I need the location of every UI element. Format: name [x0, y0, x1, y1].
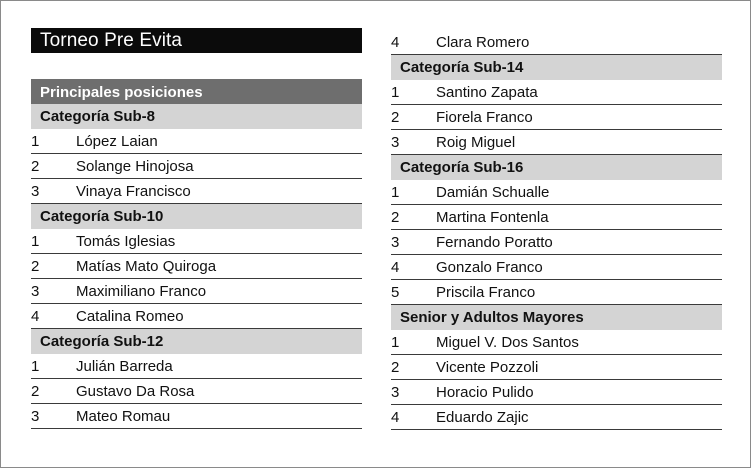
category-header: Categoría Sub-12 [31, 329, 362, 354]
table-row [31, 354, 362, 379]
table-row [391, 205, 722, 230]
player-name: Gustavo Da Rosa [76, 383, 195, 400]
table-row [31, 304, 362, 329]
table-row [391, 355, 722, 380]
table-row [391, 405, 722, 430]
position-number: 2 [31, 258, 40, 275]
position-number: 1 [31, 358, 40, 375]
right-column [391, 30, 722, 430]
player-name: Maximiliano Franco [76, 283, 207, 300]
position-number: 3 [31, 408, 40, 425]
player-name: Roig Miguel [436, 134, 516, 151]
table-row [391, 330, 722, 355]
table-row [31, 404, 362, 429]
table-row [391, 280, 722, 305]
position-number: 1 [31, 133, 40, 150]
position-number: 4 [31, 308, 40, 325]
table-row [391, 255, 722, 280]
category-header: Categoría Sub-8 [31, 104, 362, 129]
position-number: 4 [391, 34, 400, 51]
player-name: Horacio Pulido [436, 384, 534, 401]
table-row [31, 254, 362, 279]
table-row [391, 30, 722, 55]
player-name: Santino Zapata [436, 84, 538, 101]
position-number: 5 [391, 284, 400, 301]
table-row [31, 379, 362, 404]
position-number: 2 [391, 109, 400, 126]
position-number: 3 [391, 134, 400, 151]
player-name: Gonzalo Franco [436, 259, 543, 276]
category-header: Senior y Adultos Mayores [391, 305, 722, 330]
table-row [391, 230, 722, 255]
position-number: 3 [31, 283, 40, 300]
player-name: Catalina Romeo [76, 308, 184, 325]
player-name: Clara Romero [436, 34, 530, 51]
player-name: Fiorela Franco [436, 109, 533, 126]
player-name: Mateo Romau [76, 408, 171, 425]
player-name: Matías Mato Quiroga [76, 258, 217, 275]
player-name: Fernando Poratto [436, 234, 553, 251]
player-name: Priscila Franco [436, 284, 536, 301]
position-number: 1 [391, 184, 400, 201]
position-number: 1 [391, 334, 400, 351]
table-row [31, 179, 362, 204]
position-number: 3 [391, 384, 400, 401]
player-name: Miguel V. Dos Santos [436, 334, 579, 351]
position-number: 1 [31, 233, 40, 250]
page-title: Torneo Pre Evita [31, 28, 362, 53]
player-name: Vinaya Francisco [76, 183, 191, 200]
table-row [391, 180, 722, 205]
table-row [31, 154, 362, 179]
position-number: 2 [31, 158, 40, 175]
category-header: Categoría Sub-14 [391, 55, 722, 80]
player-name: Martina Fontenla [436, 209, 549, 226]
table-row [391, 130, 722, 155]
player-name: Vicente Pozzoli [436, 359, 539, 376]
player-name: Tomás Iglesias [76, 233, 176, 250]
position-number: 2 [391, 359, 400, 376]
position-number: 1 [391, 84, 400, 101]
position-number: 4 [391, 259, 400, 276]
player-name: Damián Schualle [436, 184, 550, 201]
table-row [31, 279, 362, 304]
table-row [391, 80, 722, 105]
left-column [31, 104, 362, 429]
category-header: Categoría Sub-16 [391, 155, 722, 180]
table-row [31, 129, 362, 154]
table-row [31, 229, 362, 254]
player-name: Julián Barreda [76, 358, 173, 375]
section-heading: Principales posiciones [31, 79, 362, 104]
player-name: Solange Hinojosa [76, 158, 194, 175]
player-name: Eduardo Zajic [436, 409, 529, 426]
position-number: 3 [31, 183, 40, 200]
position-number: 2 [31, 383, 40, 400]
position-number: 4 [391, 409, 400, 426]
category-header: Categoría Sub-10 [31, 204, 362, 229]
player-name: López Laian [76, 133, 158, 150]
position-number: 3 [391, 234, 400, 251]
table-row [391, 105, 722, 130]
table-row [391, 380, 722, 405]
position-number: 2 [391, 209, 400, 226]
